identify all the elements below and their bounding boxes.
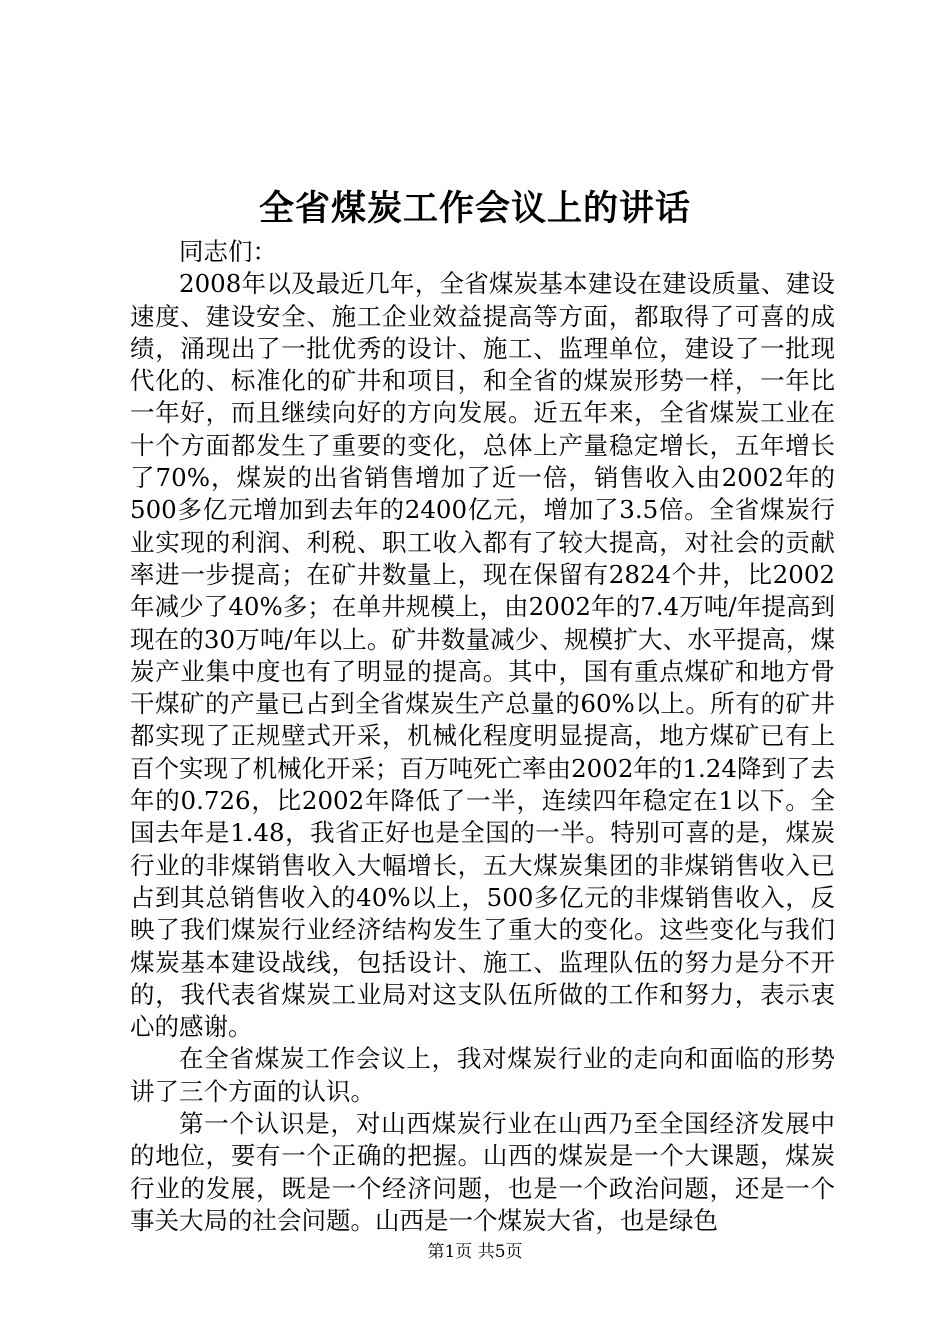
page-footer: 第1页 共5页 bbox=[427, 1242, 523, 1262]
document-title: 全省煤炭工作会议上的讲话 bbox=[258, 188, 691, 229]
document-body bbox=[130, 236, 835, 1237]
paragraph-2: 在全省煤炭工作会议上，我对煤炭行业的走向和面临的形势讲了三个方面的认识。 bbox=[130, 1044, 835, 1106]
salutation: 同志们： bbox=[179, 237, 277, 266]
paragraph-3: 第一个认识是，对山西煤炭行业在山西乃至全国经济发展中的地位，要有一个正确的把握。山西的煤炭是一个大课题，煤炭行业的发展，既是一个经济问题，也是一个政治问题，还是一个事关大局的社会问题。山西是一个煤炭大省，也是绿色 bbox=[130, 1109, 835, 1235]
paragraph-1: 2008年以及最近几年，全省煤炭基本建设在建设质量、建设速度、建设安全、施工企业效益提高等方面，都取得了可喜的成绩，涌现出了一批优秀的设计、施工、监理单位，建设了一批现代化的、标准化的矿井和项目，和全省的煤炭形势一样，一年比一年好，而且继续向好的方向发展。近五年来，全省煤炭工业在十个方面都发生了重要的变化，总体上产量稳定增长，五年增长了70%，煤炭的出省销售增加了近一倍，销售收入由2002年的500多亿元增加到去年的2400亿元，增加了3.5倍。全省煤炭行业实现的利润、利税、职工收入都有了较大提高，对社会的贡献率进一步提高；在矿井数量上，现在保留有2824个井，比2002年减少了40%多；在单井规模上，由2002年的7.4万吨/年提高到现在的30万吨/年以上。矿井数量减少、规模扩大、水平提高，煤炭产业集中度也有了明显的提高。其中，国有重点煤矿和地方骨干煤矿的产量已占到全省煤炭生产总量的60%以上。所有的矿井都实现了正规壁式开采，机械化程度明显提高，地方煤矿已有上百个实现了机械化开采；百万吨死亡率由2002年的1.24降到了去年的0.726，比2002年降低了一半，连续四年稳定在1以下。全国去年是1.48，我省正好也是全国的一半。特别可喜的是，煤炭行业的非煤销售收入大幅增长，五大煤炭集团的非煤销售收入已占到其总销售收入的40%以上，500多亿元的非煤销售收入，反映了我们煤炭行业经济结构发生了重大的变化。这些变化与我们煤炭基本建设战线，包括设计、施工、监理队伍的努力是分不开的，我代表省煤炭工业局对这支队伍所做的工作和努力，表示衷心的感谢。 bbox=[130, 269, 835, 1042]
